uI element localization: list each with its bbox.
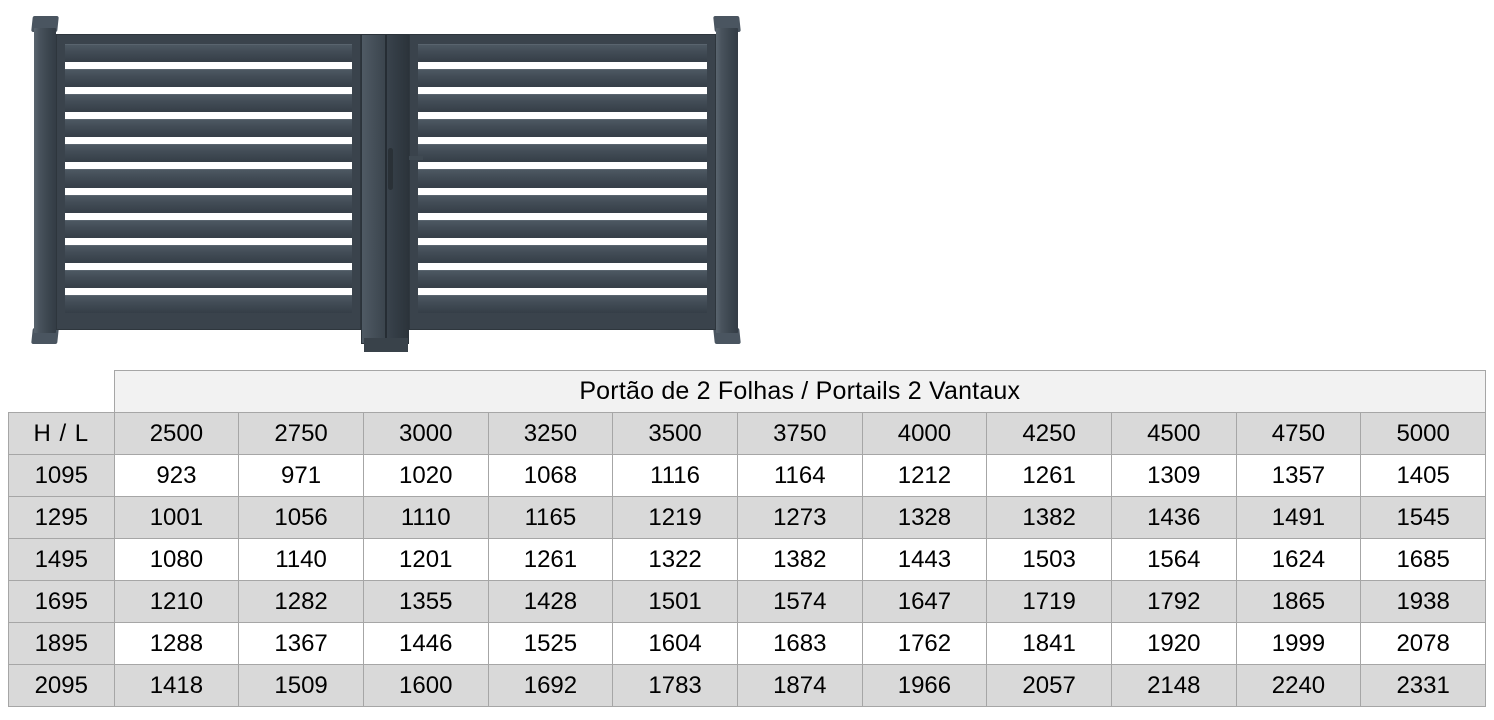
- table-body: [9, 455, 1486, 707]
- gate-slat-gap: [418, 213, 707, 220]
- column-header-4250: 4250: [987, 413, 1112, 455]
- cell-1095-4000: 1212: [862, 455, 987, 497]
- cell-1695-5000: 1938: [1361, 581, 1486, 623]
- gate-slat: [418, 245, 707, 263]
- cell-1495-4250: 1503: [987, 539, 1112, 581]
- cell-1495-3750: 1382: [737, 539, 862, 581]
- gate-handle-icon: [388, 148, 393, 190]
- cell-2095-2750: 1509: [239, 665, 364, 707]
- cell-1095-2750: 971: [239, 455, 364, 497]
- cell-1295-3250: 1165: [488, 497, 613, 539]
- gate-slat-gap: [418, 62, 707, 69]
- cell-2095-3250: 1692: [488, 665, 613, 707]
- gate-post-right: [716, 28, 738, 333]
- column-header-5000: 5000: [1361, 413, 1486, 455]
- column-header-2500: 2500: [114, 413, 239, 455]
- cell-1295-4250: 1382: [987, 497, 1112, 539]
- table-title-row: [9, 371, 1486, 413]
- center-post-foot: [364, 338, 408, 352]
- gate-slat: [418, 295, 707, 313]
- row-header-1895: 1895: [9, 623, 115, 665]
- gate-slat-gap: [65, 263, 352, 270]
- gate-slat-gap: [65, 137, 352, 144]
- gate-slat-gap: [418, 112, 707, 119]
- gate-slat: [65, 44, 352, 62]
- table-row: [9, 539, 1486, 581]
- table-row: [9, 581, 1486, 623]
- cell-1095-4500: 1309: [1111, 455, 1236, 497]
- cell-1095-3250: 1068: [488, 455, 613, 497]
- cell-1695-4500: 1792: [1111, 581, 1236, 623]
- cell-2095-3500: 1783: [613, 665, 738, 707]
- gate-slat: [65, 220, 352, 238]
- cell-1495-5000: 1685: [1361, 539, 1486, 581]
- table-column-header-row: [9, 413, 1486, 455]
- cell-1695-3250: 1428: [488, 581, 613, 623]
- gate-slat: [65, 169, 352, 187]
- cell-1695-4250: 1719: [987, 581, 1112, 623]
- cell-2095-3750: 1874: [737, 665, 862, 707]
- gate-slat-gap: [418, 238, 707, 245]
- cell-1495-3250: 1261: [488, 539, 613, 581]
- cell-1295-4750: 1491: [1236, 497, 1361, 539]
- gate-illustration: [14, 8, 744, 348]
- cell-1695-2500: 1210: [114, 581, 239, 623]
- gate-slat-gap: [418, 162, 707, 169]
- cell-1895-3250: 1525: [488, 623, 613, 665]
- table-row: [9, 497, 1486, 539]
- row-header-2095: 2095: [9, 665, 115, 707]
- cell-1895-4750: 1999: [1236, 623, 1361, 665]
- column-header-4000: 4000: [862, 413, 987, 455]
- cell-1095-3000: 1020: [363, 455, 488, 497]
- cell-1695-4750: 1865: [1236, 581, 1361, 623]
- cell-1895-2750: 1367: [239, 623, 364, 665]
- gate-slat-gap: [65, 188, 352, 195]
- column-header-3000: 3000: [363, 413, 488, 455]
- cell-1295-4500: 1436: [1111, 497, 1236, 539]
- column-header-3250: 3250: [488, 413, 613, 455]
- gate-slat-gap: [65, 288, 352, 295]
- cell-1295-3750: 1273: [737, 497, 862, 539]
- gate-slat-gap: [65, 62, 352, 69]
- cell-1895-3500: 1604: [613, 623, 738, 665]
- gate-slat-gap: [65, 238, 352, 245]
- gate-slat: [418, 119, 707, 137]
- cell-2095-5000: 2331: [1361, 665, 1486, 707]
- cell-1095-2500: 923: [114, 455, 239, 497]
- table-row: [9, 665, 1486, 707]
- cell-1295-4000: 1328: [862, 497, 987, 539]
- cell-1495-4000: 1443: [862, 539, 987, 581]
- gate-slat-gap: [65, 213, 352, 220]
- gate-slat: [65, 69, 352, 87]
- cell-2095-4250: 2057: [987, 665, 1112, 707]
- gate-slat: [65, 245, 352, 263]
- row-header-1495: 1495: [9, 539, 115, 581]
- gate-slat: [65, 295, 352, 313]
- cell-2095-4500: 2148: [1111, 665, 1236, 707]
- column-header-4750: 4750: [1236, 413, 1361, 455]
- cell-1095-4750: 1357: [1236, 455, 1361, 497]
- cell-1495-4500: 1564: [1111, 539, 1236, 581]
- dimension-table-container: [8, 370, 1486, 707]
- gate-post-left: [34, 28, 56, 333]
- cell-1895-2500: 1288: [114, 623, 239, 665]
- cell-1095-5000: 1405: [1361, 455, 1486, 497]
- column-header-2750: 2750: [239, 413, 364, 455]
- cell-1095-3750: 1164: [737, 455, 862, 497]
- cell-1695-3500: 1501: [613, 581, 738, 623]
- gate-slat: [418, 69, 707, 87]
- gate-slat: [65, 94, 352, 112]
- column-header-3500: 3500: [613, 413, 738, 455]
- cell-1295-2500: 1001: [114, 497, 239, 539]
- gate-slat: [418, 220, 707, 238]
- gate-slat-gap: [65, 162, 352, 169]
- cell-2095-4750: 2240: [1236, 665, 1361, 707]
- gate-slat-gap: [65, 87, 352, 94]
- table-title: Portão de 2 Folhas / Portails 2 Vantaux: [114, 371, 1485, 413]
- gate-slat-gap: [418, 288, 707, 295]
- slat-group-right: [418, 44, 707, 320]
- slat-group-left: [65, 44, 352, 320]
- gate-slat: [65, 119, 352, 137]
- cell-1495-2500: 1080: [114, 539, 239, 581]
- cell-1495-3000: 1201: [363, 539, 488, 581]
- row-header-1695: 1695: [9, 581, 115, 623]
- cell-1295-3000: 1110: [363, 497, 488, 539]
- cell-1695-3000: 1355: [363, 581, 488, 623]
- header-corner-label: H / L: [9, 413, 115, 455]
- gate-slat: [65, 270, 352, 288]
- gate-latch-icon: [409, 156, 423, 160]
- gate-slat-gap: [418, 263, 707, 270]
- cell-1295-3500: 1219: [613, 497, 738, 539]
- gate-slat: [65, 195, 352, 213]
- cell-1295-2750: 1056: [239, 497, 364, 539]
- gate-slat: [65, 144, 352, 162]
- center-post-seam: [385, 35, 387, 343]
- cell-2095-4000: 1966: [862, 665, 987, 707]
- column-header-4500: 4500: [1111, 413, 1236, 455]
- cell-1495-4750: 1624: [1236, 539, 1361, 581]
- row-header-1295: 1295: [9, 497, 115, 539]
- gate-slat: [418, 144, 707, 162]
- gate-slat-gap: [418, 87, 707, 94]
- gate-slat: [418, 270, 707, 288]
- gate-slat: [418, 94, 707, 112]
- cell-1695-2750: 1282: [239, 581, 364, 623]
- cell-1895-4250: 1841: [987, 623, 1112, 665]
- gate-center-post: [361, 34, 409, 344]
- cell-1895-5000: 2078: [1361, 623, 1486, 665]
- cell-1895-3000: 1446: [363, 623, 488, 665]
- gate-leaf-right: [409, 34, 716, 330]
- cell-1895-4500: 1920: [1111, 623, 1236, 665]
- cell-1495-2750: 1140: [239, 539, 364, 581]
- dimension-table: [8, 370, 1486, 707]
- table-row: [9, 623, 1486, 665]
- cell-1695-3750: 1574: [737, 581, 862, 623]
- gate-slat: [418, 195, 707, 213]
- cell-1095-4250: 1261: [987, 455, 1112, 497]
- cell-1295-5000: 1545: [1361, 497, 1486, 539]
- row-header-1095: 1095: [9, 455, 115, 497]
- gate-slat-gap: [418, 188, 707, 195]
- gate-slat: [418, 169, 707, 187]
- cell-1895-4000: 1762: [862, 623, 987, 665]
- cell-1695-4000: 1647: [862, 581, 987, 623]
- gate-slat: [418, 44, 707, 62]
- column-header-3750: 3750: [737, 413, 862, 455]
- cell-1495-3500: 1322: [613, 539, 738, 581]
- title-row-spacer: [9, 371, 115, 413]
- cell-2095-3000: 1600: [363, 665, 488, 707]
- cell-1095-3500: 1116: [613, 455, 738, 497]
- cell-1895-3750: 1683: [737, 623, 862, 665]
- gate-leaf-left: [56, 34, 361, 330]
- gate-slat-gap: [418, 137, 707, 144]
- cell-2095-2500: 1418: [114, 665, 239, 707]
- table-header: [9, 371, 1486, 455]
- table-row: [9, 455, 1486, 497]
- gate-slat-gap: [65, 112, 352, 119]
